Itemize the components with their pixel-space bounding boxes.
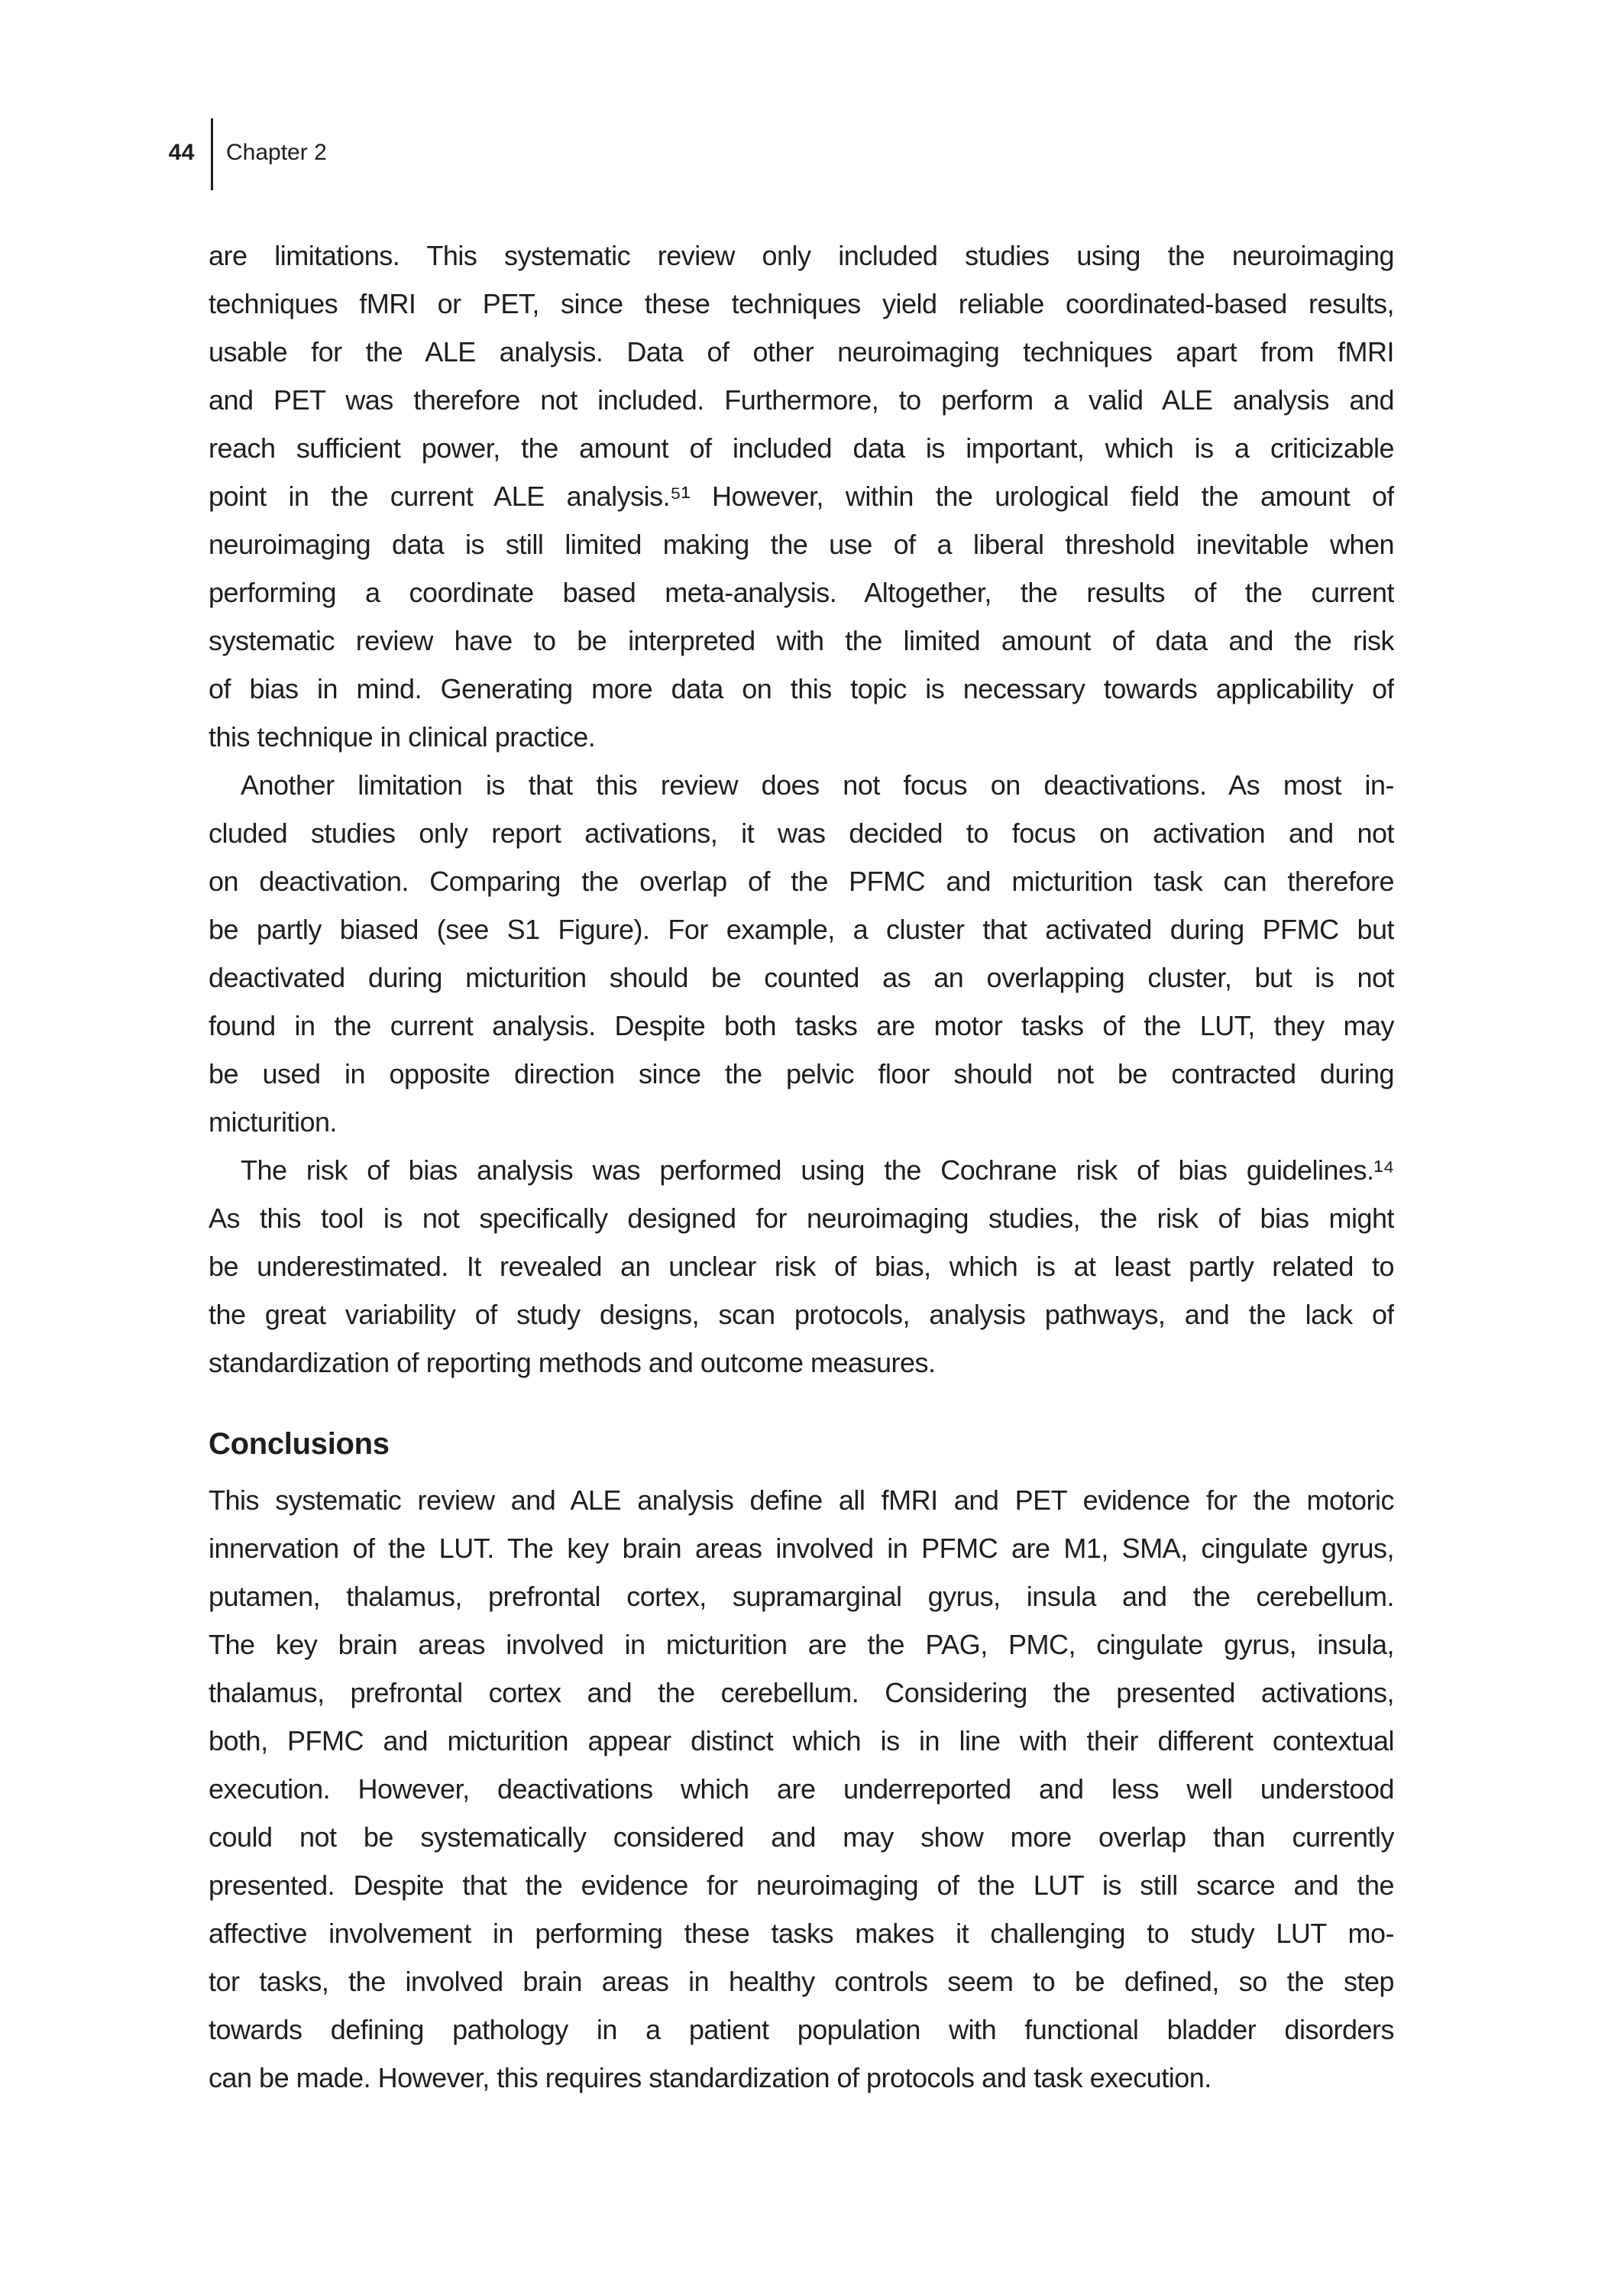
chapter-label: Chapter 2 bbox=[226, 140, 327, 165]
text-line: This systematic review and ALE analysis define all fMRI and PET evidence for the motoric bbox=[209, 1484, 1394, 1516]
conclusions-paragraph bbox=[209, 1476, 1394, 2102]
text-line: cluded studies only report activations, it was decided to focus on activation and not bbox=[209, 817, 1394, 849]
text-line: be partly biased (see S1 Figure). For example, a cluster that activated during PFMC but bbox=[209, 914, 1394, 945]
text-line: can be made. However, this requires standardization of protocols and task execution. bbox=[209, 2062, 1212, 2093]
text-line: standardization of reporting methods and outcome measures. bbox=[209, 1347, 936, 1378]
text-line: of bias in mind. Generating more data on this topic is necessary towards applicability of bbox=[209, 673, 1394, 704]
text-line: execution. However, deactivations which are underreported and less well understood bbox=[209, 1773, 1394, 1805]
text-line: The key brain areas involved in micturition are the PAG, PMC, cingulate gyrus, insula, bbox=[209, 1629, 1394, 1660]
text-line: deactivated during micturition should be counted as an overlapping cluster, but is not bbox=[209, 962, 1394, 993]
text-line: point in the current ALE analysis.⁵¹ However, within the urological field the amount of bbox=[209, 481, 1394, 512]
text-line: could not be systematically considered and may show more overlap than currently bbox=[209, 1821, 1394, 1853]
text-line: neuroimaging data is still limited making the use of a liberal threshold inevitable when bbox=[209, 529, 1394, 560]
header-divider-rule bbox=[211, 118, 213, 190]
page-header bbox=[0, 0, 1624, 199]
text-line: both, PFMC and micturition appear distinct which is in line with their different contextual bbox=[209, 1725, 1394, 1756]
text-line: The risk of bias analysis was performed using the Cochrane risk of bias guidelines.¹⁴ bbox=[241, 1154, 1394, 1186]
text-line: innervation of the LUT. The key brain areas involved in PFMC are M1, SMA, cingulate gyrus, bbox=[209, 1533, 1394, 1564]
text-line: be used in opposite direction since the pelvic floor should not be contracted during bbox=[209, 1058, 1394, 1089]
text-line: presented. Despite that the evidence for neuroimaging of the LUT is still scarce and the bbox=[209, 1870, 1394, 1901]
text-line: tor tasks, the involved brain areas in healthy controls seem to be defined, so the step bbox=[209, 1966, 1394, 1997]
text-line: on deactivation. Comparing the overlap of the PFMC and micturition task can therefore bbox=[209, 866, 1394, 897]
conclusions-heading: Conclusions bbox=[209, 1427, 390, 1461]
text-line: micturition. bbox=[209, 1106, 338, 1138]
text-line: towards defining pathology in a patient population with functional bladder disorders bbox=[209, 2014, 1394, 2045]
text-line: performing a coordinate based meta-analysis. Altogether, the results of the current bbox=[209, 577, 1394, 608]
text-line: Another limitation is that this review does not focus on deactivations. As most in- bbox=[241, 769, 1394, 801]
text-line: be underestimated. It revealed an unclear risk of bias, which is at least partly related to bbox=[209, 1251, 1394, 1282]
text-line: found in the current analysis. Despite both tasks are motor tasks of the LUT, they may bbox=[209, 1010, 1394, 1041]
text-line: the great variability of study designs, scan protocols, analysis pathways, and the lack of bbox=[209, 1299, 1394, 1330]
text-line: putamen, thalamus, prefrontal cortex, supramarginal gyrus, insula and the cerebellum. bbox=[209, 1581, 1394, 1612]
limitations-paragraphs bbox=[209, 231, 1394, 1387]
text-line: techniques fMRI or PET, since these techniques yield reliable coordinated-based results, bbox=[209, 288, 1394, 319]
text-line: reach sufficient power, the amount of included data is important, which is a criticizable bbox=[209, 432, 1394, 464]
page-body bbox=[209, 231, 1394, 2102]
text-line: usable for the ALE analysis. Data of other neuroimaging techniques apart from fMRI bbox=[209, 336, 1394, 367]
text-line: affective involvement in performing these tasks makes it challenging to study LUT mo- bbox=[209, 1918, 1394, 1949]
text-line: and PET was therefore not included. Furthermore, to perform a valid ALE analysis and bbox=[209, 384, 1394, 416]
text-line: thalamus, prefrontal cortex and the cerebellum. Considering the presented activations, bbox=[209, 1677, 1394, 1708]
page-number: 44 bbox=[168, 140, 195, 165]
text-line: this technique in clinical practice. bbox=[209, 721, 596, 753]
text-line: systematic review have to be interpreted with the limited amount of data and the risk bbox=[209, 625, 1394, 656]
text-line: are limitations. This systematic review only included studies using the neuroimaging bbox=[209, 240, 1394, 271]
text-line: As this tool is not specifically designed for neuroimaging studies, the risk of bias might bbox=[209, 1203, 1394, 1234]
